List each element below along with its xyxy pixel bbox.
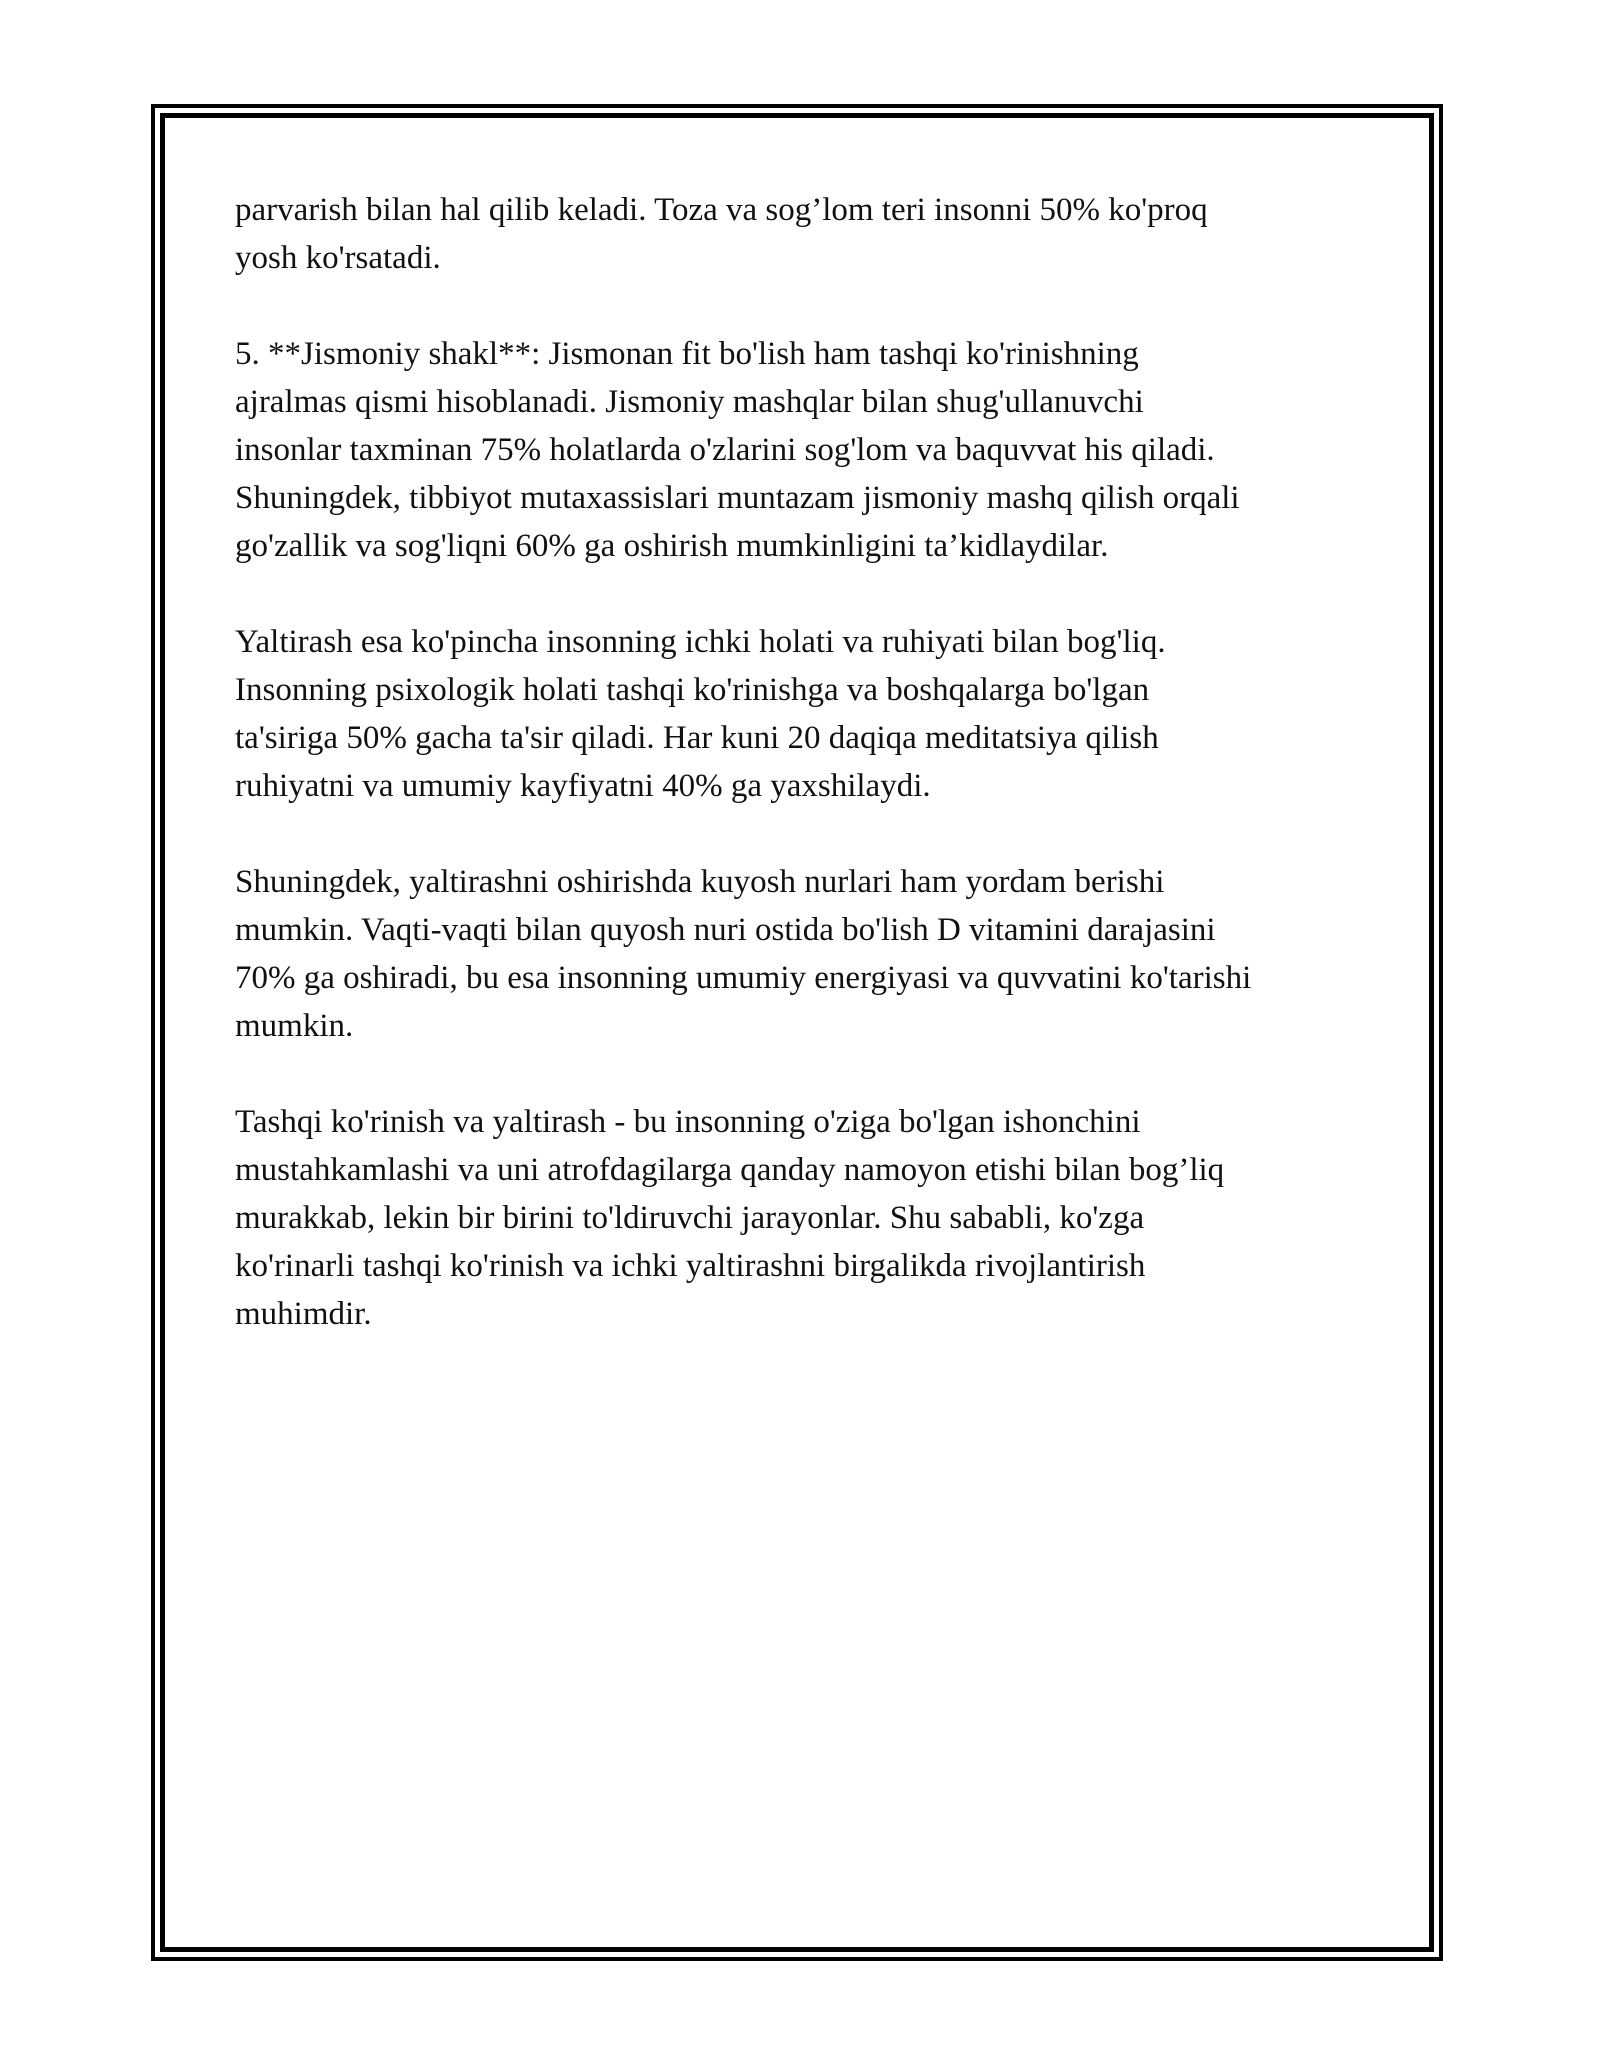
text-line: 5. **Jismoniy shakl**: Jismonan fit bo'lish ham tashqi ko'rinishning (235, 336, 1139, 372)
text-line: go'zallik va sog'liqni 60% ga oshirish mumkinligini ta’kidlaydilar. (235, 528, 1109, 564)
text-line: parvarish bilan hal qilib keladi. Toza va sog’lom teri insonni 50% ko'proq (235, 192, 1208, 228)
text-line: mustahkamlashi va uni atrofdagilarga qanday namoyon etishi bilan bog’liq (235, 1152, 1225, 1188)
text-line: ta'siriga 50% gacha ta'sir qiladi. Har kuni 20 daqiqa meditatsiya qilish (235, 720, 1159, 756)
text-line: 70% ga oshiradi, bu esa insonning umumiy energiyasi va quvvatini ko'tarishi (235, 960, 1252, 996)
text-line: ajralmas qismi hisoblanadi. Jismoniy mashqlar bilan shug'ullanuvchi (235, 384, 1144, 420)
paragraph-conclusion (235, 1098, 1375, 1338)
text-line: ruhiyatni va umumiy kayfiyatni 40% ga yaxshilaydi. (235, 768, 931, 804)
paragraph-skin-care (235, 186, 1375, 282)
text-line: insonlar taxminan 75% holatlarda o'zlarini sog'lom va baquvvat his qiladi. (235, 432, 1215, 468)
text-line: Shuningdek, yaltirashni oshirishda kuyosh nurlari ham yordam berishi (235, 864, 1165, 900)
paragraph-physical-shape (235, 330, 1375, 570)
text-line: muhimdir. (235, 1296, 372, 1332)
document-body (235, 186, 1375, 1386)
text-line: mumkin. (235, 1008, 354, 1044)
text-line: murakkab, lekin bir birini to'ldiruvchi jarayonlar. Shu sababli, ko'zga (235, 1200, 1145, 1236)
paragraph-sunlight (235, 858, 1375, 1050)
paragraph-inner-glow (235, 618, 1375, 810)
text-line: ko'rinarli tashqi ko'rinish va ichki yaltirashni birgalikda rivojlantirish (235, 1248, 1146, 1284)
text-line: Tashqi ko'rinish va yaltirash - bu insonning o'ziga bo'lgan ishonchini (235, 1104, 1141, 1140)
text-line: mumkin. Vaqti-vaqti bilan quyosh nuri ostida bo'lish D vitamini darajasini (235, 912, 1216, 948)
text-line: Shuningdek, tibbiyot mutaxassislari muntazam jismoniy mashq qilish orqali (235, 480, 1240, 516)
text-line: Yaltirash esa ko'pincha insonning ichki holati va ruhiyati bilan bog'liq. (235, 624, 1166, 660)
text-line: yosh ko'rsatadi. (235, 240, 441, 276)
text-line: Insonning psixologik holati tashqi ko'rinishga va boshqalarga bo'lgan (235, 672, 1150, 708)
